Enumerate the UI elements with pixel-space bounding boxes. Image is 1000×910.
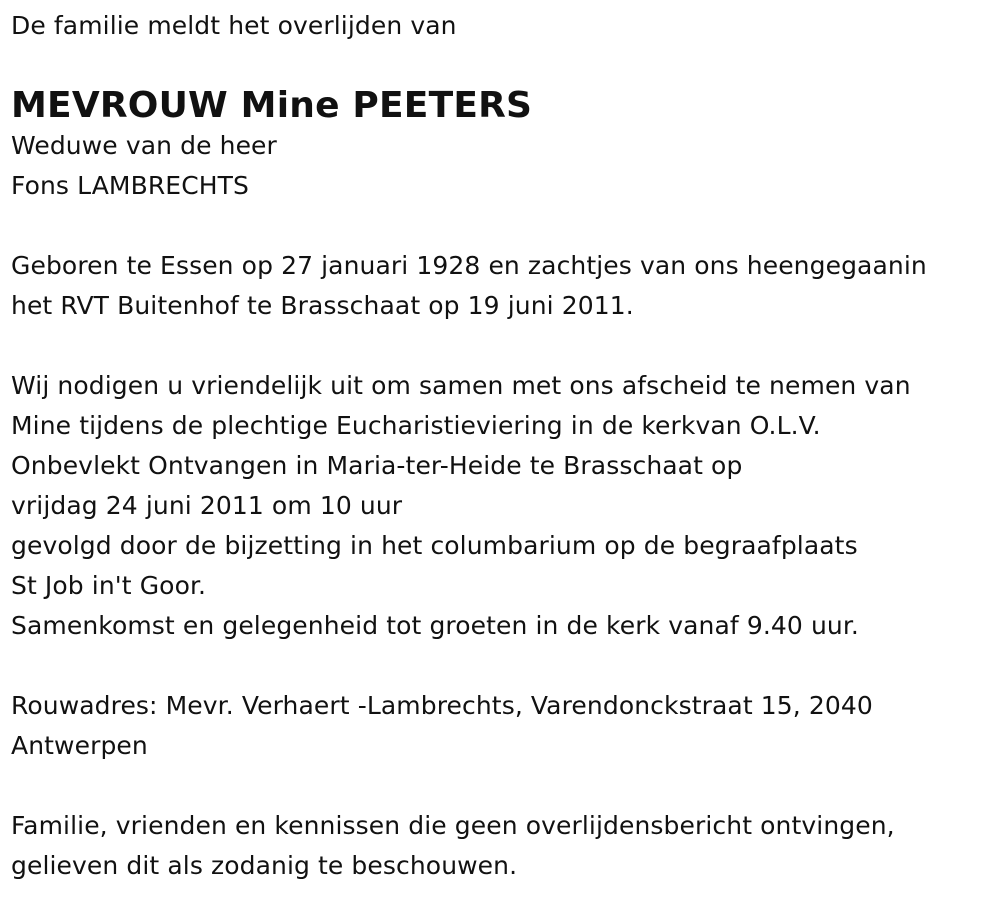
closing-line: Familie, vrienden en kennissen die geen overlijdensbericht ontvingen, <box>11 811 895 840</box>
funeral-line: gevolgd door de bijzetting in het columbarium op de begraafplaats <box>11 531 858 560</box>
address-line: Rouwadres: Mevr. Verhaert -Lambrechts, Varendonckstraat 15, 2040 <box>11 691 873 720</box>
deceased-name: MEVROUW Mine PEETERS <box>11 85 533 126</box>
spacer <box>11 766 986 806</box>
address-line: Antwerpen <box>11 731 148 760</box>
spacer <box>11 646 986 686</box>
death-notice <box>11 6 986 886</box>
spacer <box>11 46 986 86</box>
widow-line: Weduwe van de heer <box>11 131 277 160</box>
funeral-line: Wij nodigen u vriendelijk uit om samen met ons afscheid te nemen van <box>11 371 911 400</box>
birth-death-line: het RVT Buitenhof te Brasschaat op 19 juni 2011. <box>11 291 634 320</box>
birth-death-line: Geboren te Essen op 27 januari 1928 en zachtjes van ons heengegaanin <box>11 251 927 280</box>
funeral-line: Samenkomst en gelegenheid tot groeten in de kerk vanaf 9.40 uur. <box>11 611 859 640</box>
closing-line: gelieven dit als zodanig te beschouwen. <box>11 851 518 880</box>
intro-text: De familie meldt het overlijden van <box>11 11 457 40</box>
spouse-name: Fons LAMBRECHTS <box>11 171 249 200</box>
funeral-line: vrijdag 24 juni 2011 om 10 uur <box>11 491 403 520</box>
spacer <box>11 326 986 366</box>
spacer <box>11 206 986 246</box>
funeral-line: St Job in't Goor. <box>11 571 207 600</box>
funeral-line: Mine tijdens de plechtige Eucharistieviering in de kerkvan O.L.V. <box>11 411 821 440</box>
funeral-line: Onbevlekt Ontvangen in Maria-ter-Heide te Brasschaat op <box>11 451 743 480</box>
